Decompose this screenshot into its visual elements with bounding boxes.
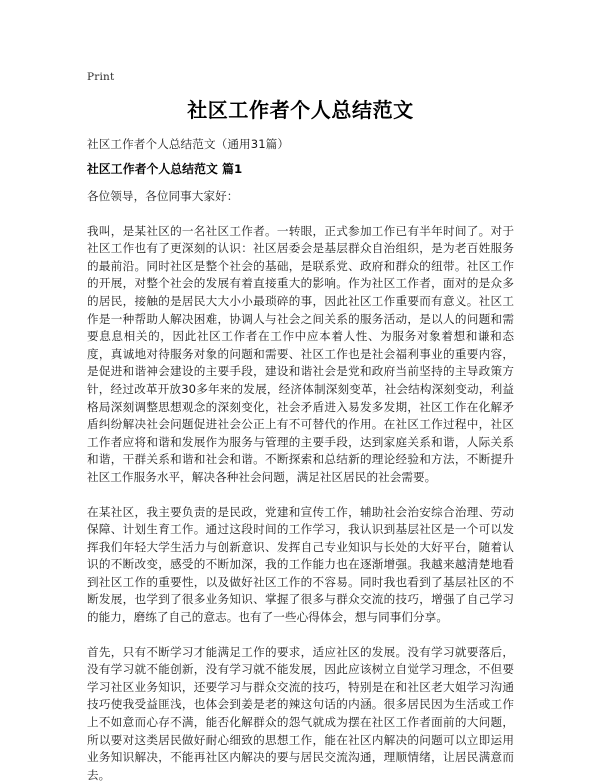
page-title: 社区工作者个人总结范文	[187, 98, 414, 122]
document-subtitle: 社区工作者个人总结范文（通用31篇）	[87, 137, 290, 151]
paragraph-greeting: 各位领导，各位同事大家好：	[87, 189, 239, 203]
paragraph-learning: 首先，只有不断学习才能满足工作的要求，适应社区的发展。没有学习就要落后，没有学习就不能创新，没有学习就不能发展，因此应该树立自觉学习理念，不但要学习社区业务知识，还要学习与群众交流的技巧，特别是在和社区老大姐学习沟通技巧使我受益匪浅，也体会到姜是老的辣这句话的内涵。很多居民因为生活或工作上不如意而心存不满，能否化解群众的怨气就成为摆在社区工作者面前的大问题，所以要对这类居民做好耐心细致的思想工作，能在社区内解决的问题可以立即运用业务知识解决，不能再社区内解决的要与居民交流沟通，理顺情绪，让居民满意而去。	[87, 644, 514, 782]
section-heading: 社区工作者个人总结范文 篇1	[87, 162, 243, 176]
document-body	[87, 188, 514, 784]
paragraph-introduction: 我叫，是某社区的一名社区工作者。一转眼，正式参加工作已有半年时间了。对于社区工作也有了更深刻的认识：社区居委会是基层群众自治组织，是为老百姓服务的最前沿。同时社区是整个社会的基础，是联系党、政府和群众的纽带。社区工作的开展，对整个社会的发展有着直接重大的影响。作为社区工作者，面对的是众多的居民，接触的是居民大大小小最琐碎的事，因此社区工作重要而有意义。社区工作是一种帮助人解决困难，协调人与社会之间关系的服务活动，是以人的问题和需要息息相关的，因此社区工作者在工作中应本着人性、为服务对象着想和谦和态度，真诚地对待服务对象的问题和需要、社区工作也是社会福利事业的重要内容，是促进和谐神会建设的主要手段，建设和谐社会是党和政府当前坚持的主导政策方针，经过改革开放30多年来的发展，经济体制深刻变革，社会结构深刻变动，利益格局深刻调整思想观念的深刻变化，社会矛盾进入易发多发期，社区工作在化解矛盾纠纷解决社会问题促进社会公正上有不可替代的作用。在社区工作过程中，社区工作者应将和谐和发展作为服务与管理的主要手段，达到家庭关系和谐，人际关系和谐，干群关系和谐和社会和谐。不断探索和总结新的理论经验和方法，不断提升社区工作服务水平，解决各种社会问题，满足社区居民的社会需要。	[87, 223, 514, 484]
paragraph-responsibilities: 在某社区，我主要负责的是民政，党建和宣传工作，辅助社会治安综合治理、劳动保障、计划生育工作。通过这段时间的工作学习，我认识到基层社区是一个可以发挥我们年轻大学生活力与创新意识、发挥自己专业知识与长处的大好平台，随着认识的不断改变，感受的不断加深，我的工作能力也在逐渐增强。我越来越清楚地看到社区工作的重要性，以及做好社区工作的不容易。同时我也看到了基层社区的不断发展，也学到了很多业务知识、掌握了很多与群众交流的技巧，增强了自己学习的能力，磨练了自己的意志。也有了一些心得体会，想与同事们分享。	[87, 504, 514, 625]
print-button[interactable]: Print	[87, 71, 115, 83]
